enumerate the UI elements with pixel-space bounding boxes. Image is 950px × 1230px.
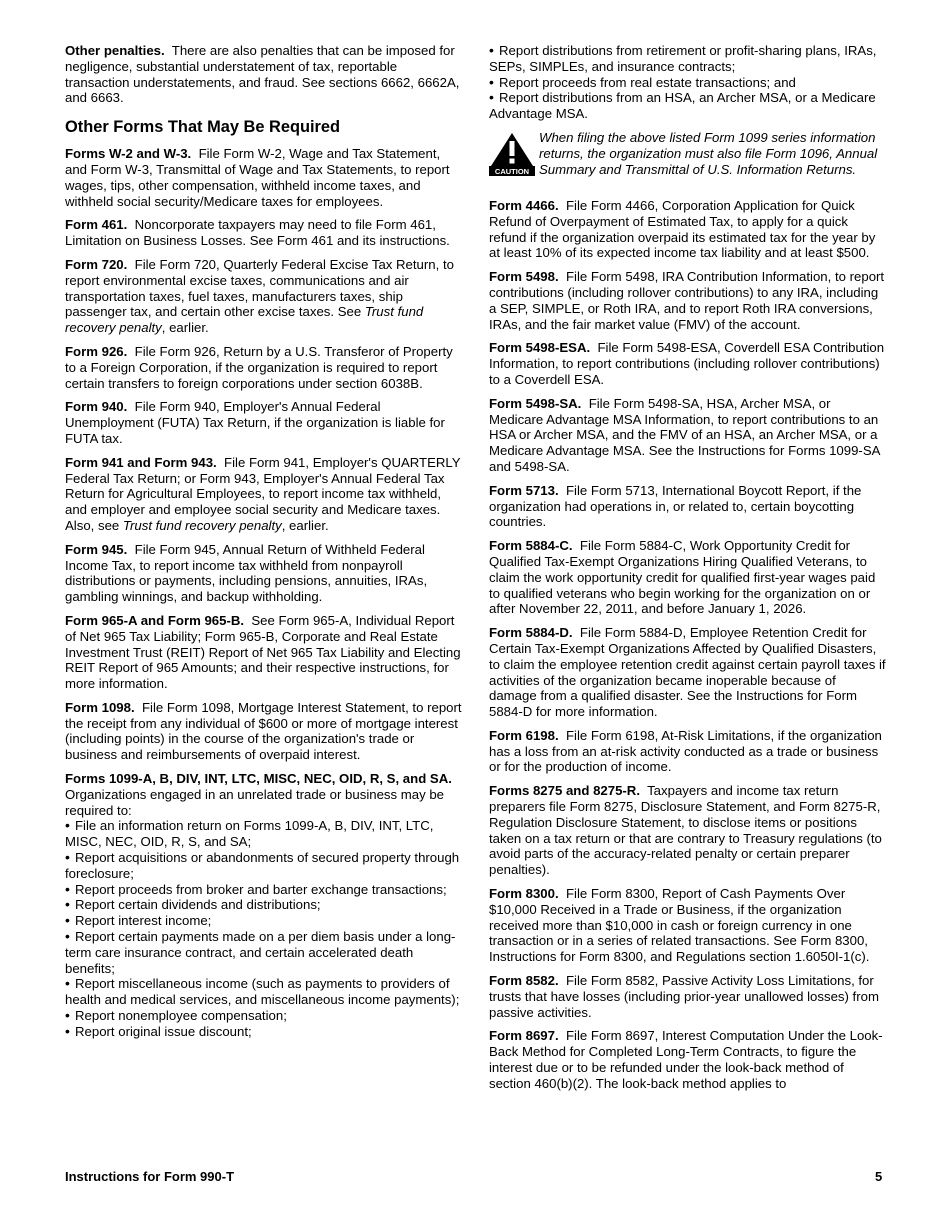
para-form-941-943 bbox=[65, 455, 462, 534]
para-lead: Form 8300. bbox=[489, 886, 559, 902]
list-item: • Report certain payments made on a per diem basis under a long-term care insurance contract, and certain accelerated death benefits; bbox=[65, 929, 462, 976]
para-lead: Form 5498-SA. bbox=[489, 395, 582, 411]
para-lead: Form 6198. bbox=[489, 727, 559, 743]
para-lead: Form 4466. bbox=[489, 197, 559, 213]
bullet-list-1099 bbox=[65, 818, 462, 1039]
para-tail: , earlier. bbox=[161, 320, 209, 336]
list-item: • Report miscellaneous income (such as payments to providers of health and medical services, and miscellaneous income payments); bbox=[65, 976, 462, 1008]
para-lead: Forms 8275 and 8275-R. bbox=[489, 783, 640, 799]
para-text: File Form 1098, Mortgage Interest Statement, to report the receipt from any individual of $600 or more of mortgage interest (including points) in the course of the organization's trade or business and reimbursements of overpaid interest. bbox=[65, 699, 462, 763]
para-form-5498-sa bbox=[489, 396, 886, 475]
para-forms-8275 bbox=[489, 783, 886, 878]
para-form-4466 bbox=[489, 198, 886, 261]
para-lead: Forms 1099-A, B, DIV, INT, LTC, MISC, NEC, OID, R, S, and SA. bbox=[65, 771, 452, 787]
para-italic-ref: Trust fund recovery penalty bbox=[65, 304, 424, 336]
para-text: File Form 8300, Report of Cash Payments Over $10,000 Received in a Trade or Business, if the organization received more than $10,000 in cash or foreign currency in one transaction or in a series of related transactions. See Form 8300, Instructions for Form 8300, and Regulations section 1.6050I-1(c). bbox=[489, 886, 870, 965]
para-form-8300 bbox=[489, 886, 886, 965]
para-lead: Form 461. bbox=[65, 217, 128, 233]
para-form-461 bbox=[65, 217, 462, 249]
para-text: File Form 945, Annual Return of Withheld Federal Income Tax, to report income tax withheld from nonpayroll distributions or payments, including pensions, annuities, IRAs, gambling winnings, and backup withholding. bbox=[65, 541, 428, 605]
para-form-926 bbox=[65, 344, 462, 391]
list-item: • Report interest income; bbox=[65, 913, 462, 929]
list-item: • Report proceeds from real estate transactions; and bbox=[489, 75, 886, 91]
para-text: There are also penalties that can be imposed for negligence, substantial understatement of tax, reportable transaction understatements, and fraud. See sections 6662, 6662A, and 6663. bbox=[65, 43, 460, 106]
para-text: File Form 8582, Passive Activity Loss Limitations, for trusts that have losses (including prior-year unallowed losses) from passive activities. bbox=[489, 973, 879, 1020]
para-lead: Form 8582. bbox=[489, 973, 559, 989]
para-text: File Form 5498-ESA, Coverdell ESA Contribution Information, to report contributions (including rollover contributions) to a Coverdell ESA. bbox=[489, 340, 885, 387]
section-heading: Other Forms That May Be Required bbox=[65, 118, 341, 137]
para-lead: Form 940. bbox=[65, 399, 128, 415]
para-lead: Form 5498. bbox=[489, 269, 559, 285]
para-tail: , earlier. bbox=[281, 517, 329, 533]
para-form-5884-c bbox=[489, 538, 886, 617]
footer-page-number: 5 bbox=[875, 1169, 883, 1184]
list-item: • Report distributions from retirement or profit-sharing plans, IRAs, SEPs, SIMPLEs, and insurance contracts; bbox=[489, 43, 886, 75]
left-column bbox=[65, 43, 462, 1048]
para-lead: Form 5884-C. bbox=[489, 538, 573, 554]
para-form-720 bbox=[65, 257, 462, 336]
para-lead: Form 8697. bbox=[489, 1028, 559, 1044]
para-form-w2-w3 bbox=[65, 146, 462, 209]
caution-text: When filing the above listed Form 1099 series information returns, the organization must also file Form 1096, Annual Summary and Transmittal of U.S. Information Returns. bbox=[539, 129, 878, 177]
para-text: File Form 4466, Corporation Application for Quick Refund of Overpayment of Estimated Tax, to apply for a quick refund if the organization overpaid its estimated tax for the year by at least 10% of its expected income tax liability and at least $500. bbox=[489, 197, 876, 261]
caution-icon-label: CAUTION bbox=[494, 166, 530, 176]
list-item: • Report certain dividends and distributions; bbox=[65, 897, 462, 913]
para-text: File Form 5884-C, Work Opportunity Credit for Qualified Tax-Exempt Organizations Hiring Qualified Veterans, to claim the work opportunity credit for qualified first-year wages paid to qualified veterans who begin working for the organization on or after November 22, 2011, and before January 1, 2026. bbox=[489, 538, 876, 617]
para-lead: Form 1098. bbox=[65, 699, 135, 715]
list-item: • Report acquisitions or abandonments of secured property through foreclosure; bbox=[65, 850, 462, 882]
para-text: File Form 6198, At-Risk Limitations, if the organization has a loss from an at-risk activity conducted as a trade or business or for the production of income. bbox=[489, 727, 882, 775]
para-text: File Form 5884-D, Employee Retention Credit for Certain Tax-Exempt Organizations Affected by Qualified Disasters, to claim the employee retention credit against certain payroll taxes if activities of the organization became inoperable because of damage from a qualified disaster. See the Instructions for Form 5884-D for more information. bbox=[489, 625, 886, 720]
para-lead: Forms W-2 and W-3. bbox=[65, 146, 192, 162]
para-text: File Form 5498, IRA Contribution Information, to report contributions (including rollover contributions) to any IRA, including a SEP, SIMPLE, or Roth IRA, and to report Roth IRA conversions, IRAs, and the fair market value (FMV) of the account. bbox=[489, 269, 885, 332]
para-form-5498-esa bbox=[489, 340, 886, 387]
para-form-8582 bbox=[489, 973, 886, 1020]
para-text: Noncorporate taxpayers may need to file Form 461, Limitation on Business Losses. See Form 461 and its instructions. bbox=[65, 217, 450, 249]
para-form-5884-d bbox=[489, 625, 886, 720]
para-form-965 bbox=[65, 613, 462, 692]
para-italic-ref: Trust fund recovery penalty bbox=[122, 517, 282, 533]
para-form-5498 bbox=[489, 269, 886, 332]
list-item: • Report nonemployee compensation; bbox=[65, 1008, 462, 1024]
para-form-8697 bbox=[489, 1028, 886, 1091]
para-lead: Form 926. bbox=[65, 343, 128, 359]
para-text: File Form 5498-SA, HSA, Archer MSA, or Medicare Advantage MSA Information, to report contributions to an HSA or Archer MSA, and the FMV of an HSA, an Archer MSA, or a Medicare Advantage MSA. See the Instructions for Forms 1099-SA and 5498-SA. bbox=[489, 395, 880, 474]
list-item: • File an information return on Forms 1099-A, B, DIV, INT, LTC, MISC, NEC, OID, R, S, and SA; bbox=[65, 818, 462, 850]
caution-icon bbox=[489, 132, 535, 176]
para-text: File Form W-2, Wage and Tax Statement, and Form W-3, Transmittal of Wage and Tax Statements, to report wages, tips, other compensation, withheld income taxes, and withheld social security/Medicare taxes for employees. bbox=[65, 146, 450, 209]
para-other-penalties bbox=[65, 43, 462, 106]
para-text: File Form 720, Quarterly Federal Excise Tax Return, to report environmental excise taxes, communications and air transportation taxes, fuel taxes, manufacturers taxes, ship passenger tax, and certain other excise taxes. See bbox=[65, 256, 454, 320]
para-form-6198 bbox=[489, 728, 886, 775]
para-lead: Form 941 and Form 943. bbox=[65, 454, 217, 470]
caution-note bbox=[489, 130, 886, 186]
para-lead: Form 5884-D. bbox=[489, 625, 573, 641]
right-column bbox=[489, 43, 886, 1100]
para-lead: Form 720. bbox=[65, 256, 128, 272]
para-lead: Form 965-A and Form 965-B. bbox=[65, 612, 245, 628]
para-text: File Form 940, Employer's Annual Federal Unemployment (FUTA) Tax Return, if the organization is liable for FUTA tax. bbox=[65, 399, 445, 446]
para-text: Organizations engaged in an unrelated trade or business may be required to: bbox=[65, 786, 445, 818]
para-forms-1099 bbox=[65, 771, 462, 818]
para-lead: Other penalties. bbox=[65, 43, 165, 58]
para-text: Taxpayers and income tax return preparers file Form 8275, Disclosure Statement, and Form 8275-R, Regulation Disclosure Statement, to disclose items or positions taken on a tax return or that are contrary to Treasury regulations (to avoid parts of the accuracy-related penalty or certain preparer penalties). bbox=[489, 783, 882, 878]
para-lead: Form 5713. bbox=[489, 482, 559, 498]
para-form-940 bbox=[65, 399, 462, 446]
footer-document-title: Instructions for Form 990-T bbox=[65, 1169, 235, 1184]
para-text: See Form 965-A, Individual Report of Net 965 Tax Liability; Form 965-B, Corporate and Real Estate Investment Trust (REIT) Report of Net 965 Tax Liability and Electing REIT Report of 965 Amounts; and their respective instructions, for more information. bbox=[65, 612, 461, 692]
list-item: • Report original issue discount; bbox=[65, 1024, 462, 1040]
list-item: • Report distributions from an HSA, an Archer MSA, or a Medicare Advantage MSA. bbox=[489, 90, 886, 122]
para-lead: Form 945. bbox=[65, 541, 128, 557]
list-item: • Report proceeds from broker and barter exchange transactions; bbox=[65, 882, 462, 898]
para-text: File Form 941, Employer's QUARTERLY Federal Tax Return; or Form 943, Employer's Annual Federal Tax Return for Agricultural Employees, to report income tax withheld, and employer and employee social security and Medicare taxes. Also, see bbox=[65, 454, 461, 533]
para-text: File Form 926, Return by a U.S. Transferor of Property to a Foreign Corporation, if the organization is required to report certain transfers to foreign corporations under section 6038B. bbox=[65, 343, 453, 391]
para-text: File Form 8697, Interest Computation Under the Look-Back Method for Completed Long-Term Contracts, to figure the interest due or to be refunded under the look-back method of section 460(b)(2). The look-back method applies to bbox=[489, 1028, 883, 1091]
bullet-list-1099-continued bbox=[489, 43, 886, 122]
para-form-1098 bbox=[65, 700, 462, 763]
para-form-5713 bbox=[489, 483, 886, 530]
para-text: File Form 5713, International Boycott Report, if the organization had operations in, or related to, certain boycotting countries. bbox=[489, 482, 862, 530]
para-lead: Form 5498-ESA. bbox=[489, 340, 591, 356]
para-form-945 bbox=[65, 542, 462, 605]
